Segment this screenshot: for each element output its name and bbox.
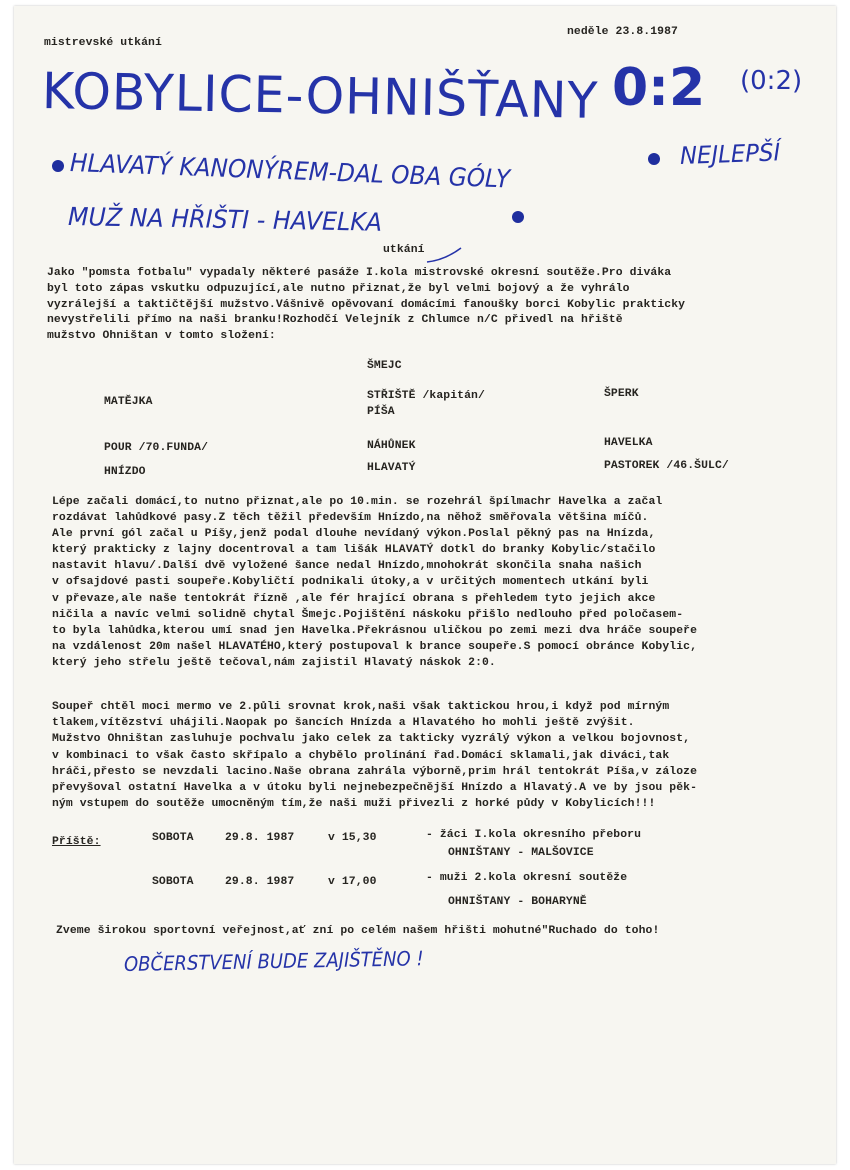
report-line: který prakticky z lajny docentroval a tam lišák HLAVATÝ dotkl do branky Kobylic/stačilo: [52, 544, 656, 557]
next-label: Příště:: [52, 836, 101, 848]
bullet-dot-icon: [52, 160, 64, 172]
lineup-goalkeeper: ŠMEJC: [367, 360, 402, 372]
lineup-r2-c2: NÁHŮNEK: [367, 440, 416, 452]
event2-time: v 17,00: [328, 876, 377, 888]
handwritten-refreshment: OBČERSTVENÍ BUDE ZAJIŠTĚNO !: [123, 946, 424, 976]
second-half-line: tlakem,vítězství uhájili.Naopak po šancích Hnízda a Hlavatého ho mohli ještě zvýšit.: [52, 717, 635, 730]
bullet-dot-icon: [512, 211, 524, 223]
intro-line: byl toto zápas vskutku odpuzující,ale nutno přiznat,že byl velmi bojový a že vyhrálo: [47, 282, 630, 295]
event1-desc: - žáci I.kola okresního přeboru: [426, 829, 642, 841]
lineup-r3-c1: HNÍZDO: [104, 466, 146, 478]
report-line: Lépe začali domácí,to nutno přiznat,ale po 10.min. se rozehrál špílmachr Havelka a začal: [52, 496, 663, 508]
report-line: to byla lahůdka,kterou umí snad jen Havelka.Překrásnou uličkou po zemi mezi dva hráče soupeře: [52, 624, 698, 637]
event1-date: 29.8. 1987: [225, 832, 295, 844]
event1-day: SOBOTA: [152, 832, 194, 844]
bullet-dot-icon: [648, 153, 660, 165]
handwritten-score: 0:2: [612, 58, 706, 118]
lineup-r3-c3: PASTOREK /46.ŠULC/: [604, 460, 729, 472]
report-line: ničila a navíc velmi solidně chytal Šmejc.Pojištění náskoku přišlo nedlouho před poločasem-: [52, 608, 684, 621]
lineup-r1-c2b: PÍŠA: [367, 406, 395, 418]
report-line: v převaze,ale naše tentokrát řízně ,ale fér hrající obrana s přehledem tyto jejich akce: [52, 592, 656, 605]
event2-date: 29.8. 1987: [225, 876, 295, 888]
lineup-r3-c2: HLAVATÝ: [367, 462, 416, 474]
closing-invitation: Zveme širokou sportovní veřejnost,ať zní po celém našem hřišti mohutné"Ruchado do toho!: [56, 925, 660, 937]
second-half-line: Mužstvo Ohništan zasluhuje pochvalu jako celek za takticky vyzrálý výkon a velkou bojovnost,: [52, 733, 691, 746]
handwritten-halftime: (0:2): [740, 66, 803, 96]
second-half-line: převyšoval ostatní Havelka a v útoku byli nejnebezpečnější Hnízdo a Hlavatý.A ve by jsou pěk-: [52, 782, 698, 795]
event1-time: v 15,30: [328, 832, 377, 844]
match-type-label: mistrevské utkání: [44, 37, 162, 49]
second-half-line: Soupeř chtěl moci mermo ve 2.půli srovnat krok,naši však taktickou hrou,i když pod mírným: [52, 701, 670, 713]
second-half-line: hráči,přesto se nevzdali lacino.Naše obrana zahrála výborně,prim hrál tentokrát Píša,v záloze: [52, 765, 698, 778]
event2-desc: - muži 2.kola okresní soutěže: [426, 872, 628, 884]
report-line: nastavit hlavu/.Další dvě vyložené šance nedal Hnízdo,mnohokrát skončila snaha našich: [52, 560, 642, 573]
lineup-r2-c3: HAVELKA: [604, 437, 653, 449]
intro-line: vyzrálejší a taktičtější mužstvo.Vášnivě opěvovaní domácími fanoušky borci Kobylic prakticky: [47, 298, 686, 311]
second-half-line: v kombinaci to však často skřípalo a chybělo prolínání řad.Domácí sklamali,jak diváci,tak: [52, 749, 670, 762]
event2-day: SOBOTA: [152, 876, 194, 888]
second-half-line: ným vstupem do soutěže umocněným tím,že naši muži přivezli z horké půdy v Kobylicích!!!: [52, 798, 656, 811]
second-half-paragraph: [52, 699, 697, 812]
handwritten-line2: MUŽ NA HŘIŠTI - HAVELKA: [67, 202, 383, 237]
report-line: který jeho střelu ještě tečoval,nám zajistil Hlavatý náskok 2:0.: [52, 656, 496, 669]
intro-line: Jako "pomsta fotbalu" vypadaly některé pasáže I.kola mistrovské okresní soutěže.Pro diváka: [47, 267, 672, 279]
inserted-word: utkání: [383, 244, 425, 256]
lineup-r1-c3: ŠPERK: [604, 388, 639, 400]
handwritten-title: KOBYLICE-OHNIŠŤANY: [41, 62, 599, 130]
lineup-r1-c1: MATĚJKA: [104, 396, 153, 408]
event1-teams: OHNIŠTANY - MALŠOVICE: [448, 847, 594, 859]
lineup-r1-c2: STŘIŠTĚ /kapitán/: [367, 390, 485, 402]
match-date: neděle 23.8.1987: [567, 26, 678, 38]
event2-teams: OHNIŠTANY - BOHARYNĚ: [448, 896, 587, 908]
report-line: v ofsajdové pasti soupeře.Kobyličtí podnikali útoky,a v určitých momentech utkání byli: [52, 576, 649, 589]
intro-paragraph: [47, 266, 685, 345]
report-line: rozdávat lahůdkové pasy.Z těch těžil především Hnízdo,na něhož směřovala většina míčů.: [52, 512, 649, 525]
handwritten-line1-end: NEJLEPŠÍ: [679, 138, 781, 170]
report-line: na vzdálenost 20m našel HLAVATÉHO,který postupoval k brance soupeře.S pomocí obránce Kobylic,: [52, 640, 698, 653]
insert-caret-icon: [425, 246, 465, 266]
lineup-r2-c1: POUR /70.FUNDA/: [104, 442, 209, 454]
report-line: Ale první gól začal u Píšy,jenž podal dlouhe nevídaný výkon.Poslal pěkný pas na Hnízda,: [52, 528, 656, 541]
report-paragraph: [52, 494, 697, 671]
intro-line: mužstvo Ohništan v tomto složení:: [47, 330, 276, 343]
handwritten-line1: HLAVATÝ KANONÝREM-DAL OBA GÓLY: [69, 148, 511, 194]
intro-line: nevystřelili přímo na naši branku!Rozhodčí Velejník z Chlumce n/C přivedl na hřiště: [47, 314, 623, 327]
